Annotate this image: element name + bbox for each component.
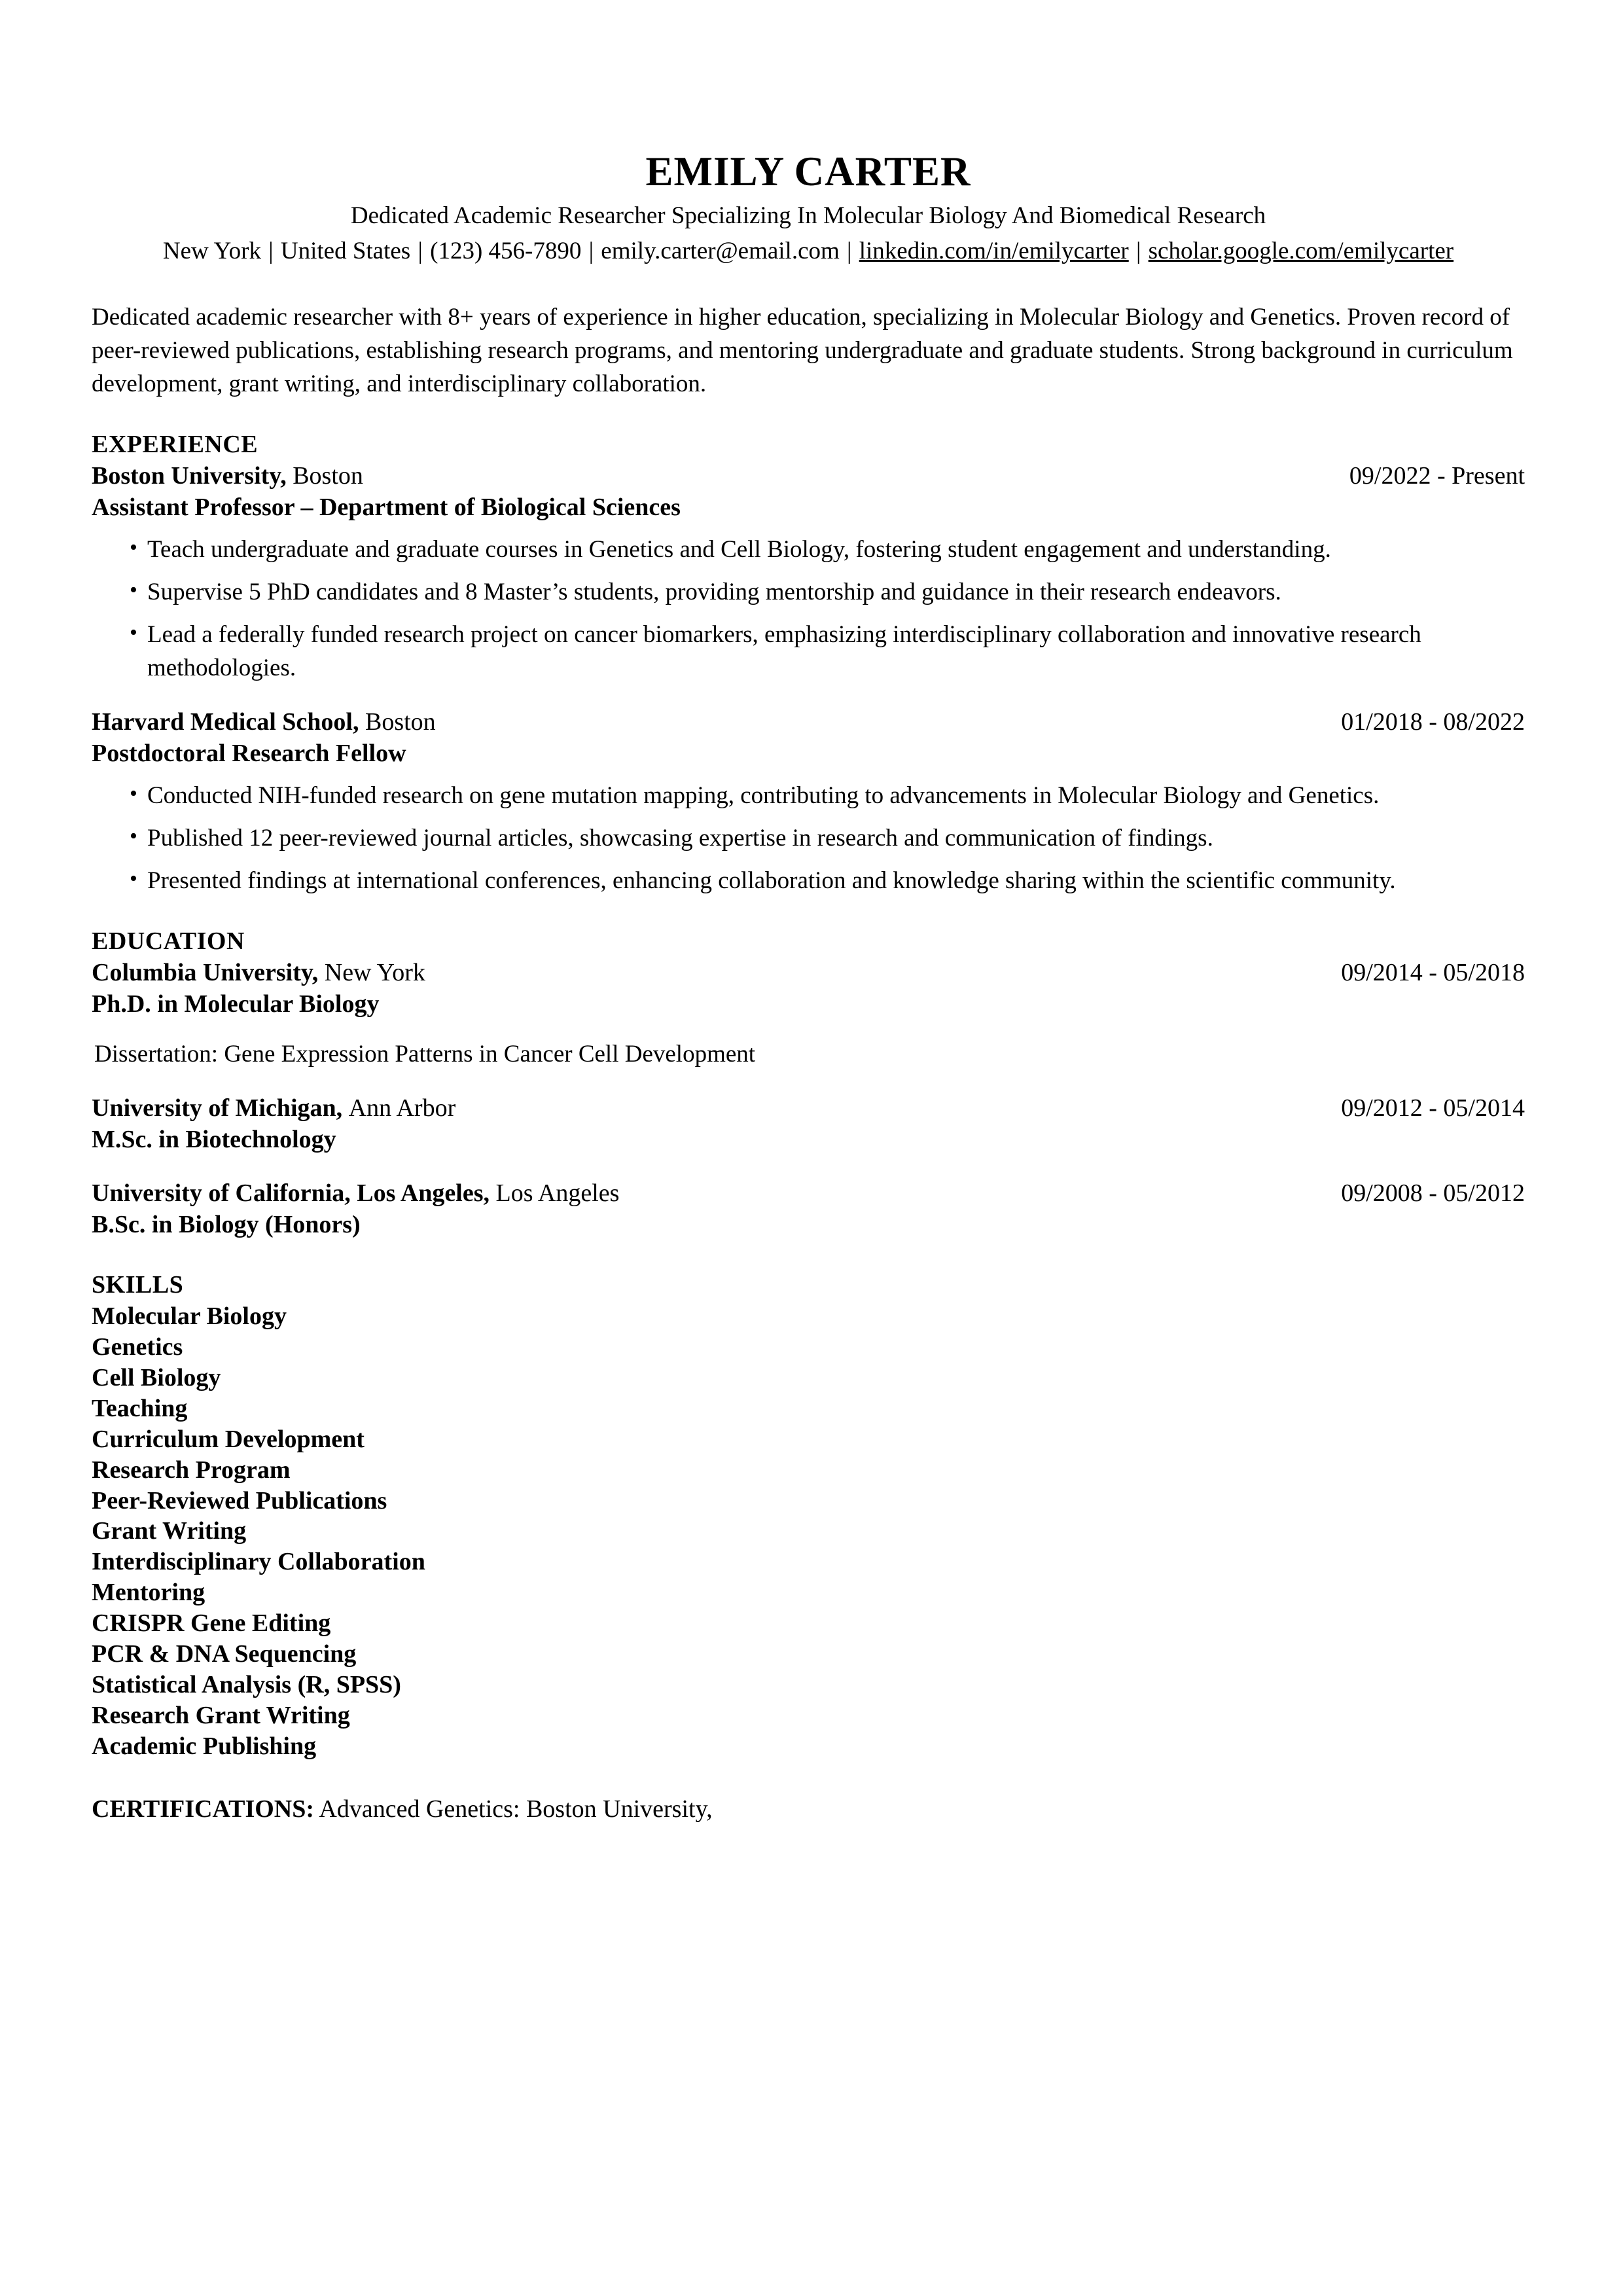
- skill-item: CRISPR Gene Editing: [92, 1609, 331, 1638]
- contact-city: New York: [162, 238, 261, 265]
- skills-section-title: SKILLS: [92, 1270, 184, 1299]
- experience-dates: 09/2022 - Present: [1349, 462, 1525, 490]
- education-degree: M.Sc. in Biotechnology: [92, 1126, 336, 1154]
- experience-section: [92, 429, 1525, 897]
- experience-organization-name: Boston University,: [92, 462, 287, 490]
- experience-section-title: EXPERIENCE: [92, 430, 259, 458]
- contact-email: emily.carter@email.com: [601, 238, 840, 265]
- linkedin-link[interactable]: linkedin.com/in/emilycarter: [859, 238, 1129, 265]
- scholar-link[interactable]: scholar.google.com/emilycarter: [1148, 238, 1454, 265]
- education-entry-header: [92, 1178, 1525, 1210]
- education-institution-name: University of California, Los Angeles,: [92, 1179, 490, 1207]
- skill-item: PCR & DNA Sequencing: [92, 1640, 357, 1668]
- professional-summary: Dedicated academic researcher with 8+ years of experience in higher education, specializing in Molecular Biology and Genetics. Proven record of peer-reviewed publications, establishing research programs, and mentoring undergraduate and graduate students. Strong background in curriculum development, grant writing, and interdisciplinary collaboration.: [92, 303, 1513, 397]
- experience-organization-name: Harvard Medical School,: [92, 708, 359, 736]
- skills-section: [92, 1270, 1525, 1762]
- experience-entry-header: [92, 707, 1525, 738]
- contact-phone: (123) 456-7890: [430, 238, 582, 265]
- candidate-headline: Dedicated Academic Researcher Specializing In Molecular Biology And Biomedical Research: [350, 202, 1266, 230]
- certifications-label: CERTIFICATIONS:: [92, 1795, 315, 1823]
- education-section-title: EDUCATION: [92, 927, 245, 955]
- skill-item: Research Program: [92, 1456, 291, 1484]
- skill-item: Mentoring: [92, 1579, 205, 1607]
- education-section: [92, 926, 1525, 1241]
- education-dates: 09/2008 - 05/2012: [1341, 1179, 1525, 1207]
- experience-role: Postdoctoral Research Fellow: [92, 739, 406, 767]
- education-institution-name: University of Michigan,: [92, 1094, 343, 1122]
- skill-item: Research Grant Writing: [92, 1701, 350, 1729]
- contact-separator: |: [418, 238, 423, 265]
- education-entry-header: [92, 1093, 1525, 1124]
- experience-organization-location: Boston: [293, 462, 363, 490]
- skill-item: Genetics: [92, 1333, 183, 1361]
- skills-list: [92, 1301, 1525, 1762]
- education-institution-location: New York: [324, 959, 425, 987]
- education-institution: [92, 1178, 619, 1210]
- skill-item: Curriculum Development: [92, 1425, 365, 1453]
- education-dissertation: Dissertation: Gene Expression Patterns in Cancer Cell Development: [94, 1041, 756, 1068]
- experience-bullet: • Presented findings at international conferences, enhancing collaboration and knowledge sharing within the scientific community.: [92, 864, 1525, 897]
- skill-item: Interdisciplinary Collaboration: [92, 1548, 425, 1576]
- experience-entry: [92, 461, 1525, 685]
- education-entry-header: [92, 958, 1525, 989]
- certifications-section: [92, 1793, 1525, 1825]
- education-degree: Ph.D. in Molecular Biology: [92, 990, 380, 1018]
- experience-bullet: • Lead a federally funded research project on cancer biomarkers, emphasizing interdisciplinary collaboration and innovative research methodologies.: [92, 618, 1525, 685]
- skill-item: Grant Writing: [92, 1517, 247, 1545]
- education-institution-location: Los Angeles: [495, 1179, 620, 1207]
- contact-separator: |: [847, 238, 852, 265]
- skill-item: Teaching: [92, 1394, 188, 1422]
- experience-bullet-list: [92, 533, 1525, 685]
- education-dates: 09/2014 - 05/2018: [1341, 959, 1525, 987]
- skill-item: Peer-Reviewed Publications: [92, 1486, 387, 1515]
- certifications-value: Advanced Genetics: Boston University,: [319, 1795, 713, 1823]
- education-dates: 09/2012 - 05/2014: [1341, 1094, 1525, 1122]
- education-institution-location: Ann Arbor: [348, 1094, 456, 1122]
- education-entry: [92, 1093, 1525, 1156]
- contact-separator: |: [1135, 238, 1141, 265]
- skill-item: Academic Publishing: [92, 1732, 317, 1760]
- experience-organization: [92, 707, 436, 738]
- skill-item: Cell Biology: [92, 1363, 221, 1391]
- education-institution-name: Columbia University,: [92, 959, 319, 987]
- skill-item: Molecular Biology: [92, 1302, 287, 1330]
- skill-item: Statistical Analysis (R, SPSS): [92, 1671, 401, 1699]
- education-entry: [92, 1178, 1525, 1241]
- contact-separator: |: [588, 238, 594, 265]
- experience-bullet: • Teach undergraduate and graduate courses in Genetics and Cell Biology, fostering student engagement and understanding.: [92, 533, 1525, 566]
- experience-organization-location: Boston: [365, 708, 436, 736]
- education-institution: [92, 1093, 455, 1124]
- candidate-name: EMILY CARTER: [645, 149, 971, 194]
- experience-dates: 01/2018 - 08/2022: [1341, 708, 1525, 736]
- education-entry: [92, 958, 1525, 1071]
- education-institution: [92, 958, 425, 989]
- experience-entry: [92, 707, 1525, 897]
- contact-country: United States: [280, 238, 411, 265]
- experience-role: Assistant Professor – Department of Biological Sciences: [92, 493, 681, 522]
- experience-bullet: • Conducted NIH-funded research on gene mutation mapping, contributing to advancements in Molecular Biology and Genetics.: [92, 779, 1525, 812]
- resume-header: [92, 149, 1525, 269]
- experience-bullet-list: [92, 779, 1525, 897]
- experience-organization: [92, 461, 363, 492]
- education-degree: B.Sc. in Biology (Honors): [92, 1210, 361, 1238]
- contact-separator: |: [268, 238, 274, 265]
- experience-bullet: • Published 12 peer-reviewed journal articles, showcasing expertise in research and communication of findings.: [92, 821, 1525, 855]
- contact-line: [92, 234, 1525, 269]
- experience-entry-header: [92, 461, 1525, 492]
- experience-bullet: • Supervise 5 PhD candidates and 8 Master’s students, providing mentorship and guidance in their research endeavors.: [92, 575, 1525, 609]
